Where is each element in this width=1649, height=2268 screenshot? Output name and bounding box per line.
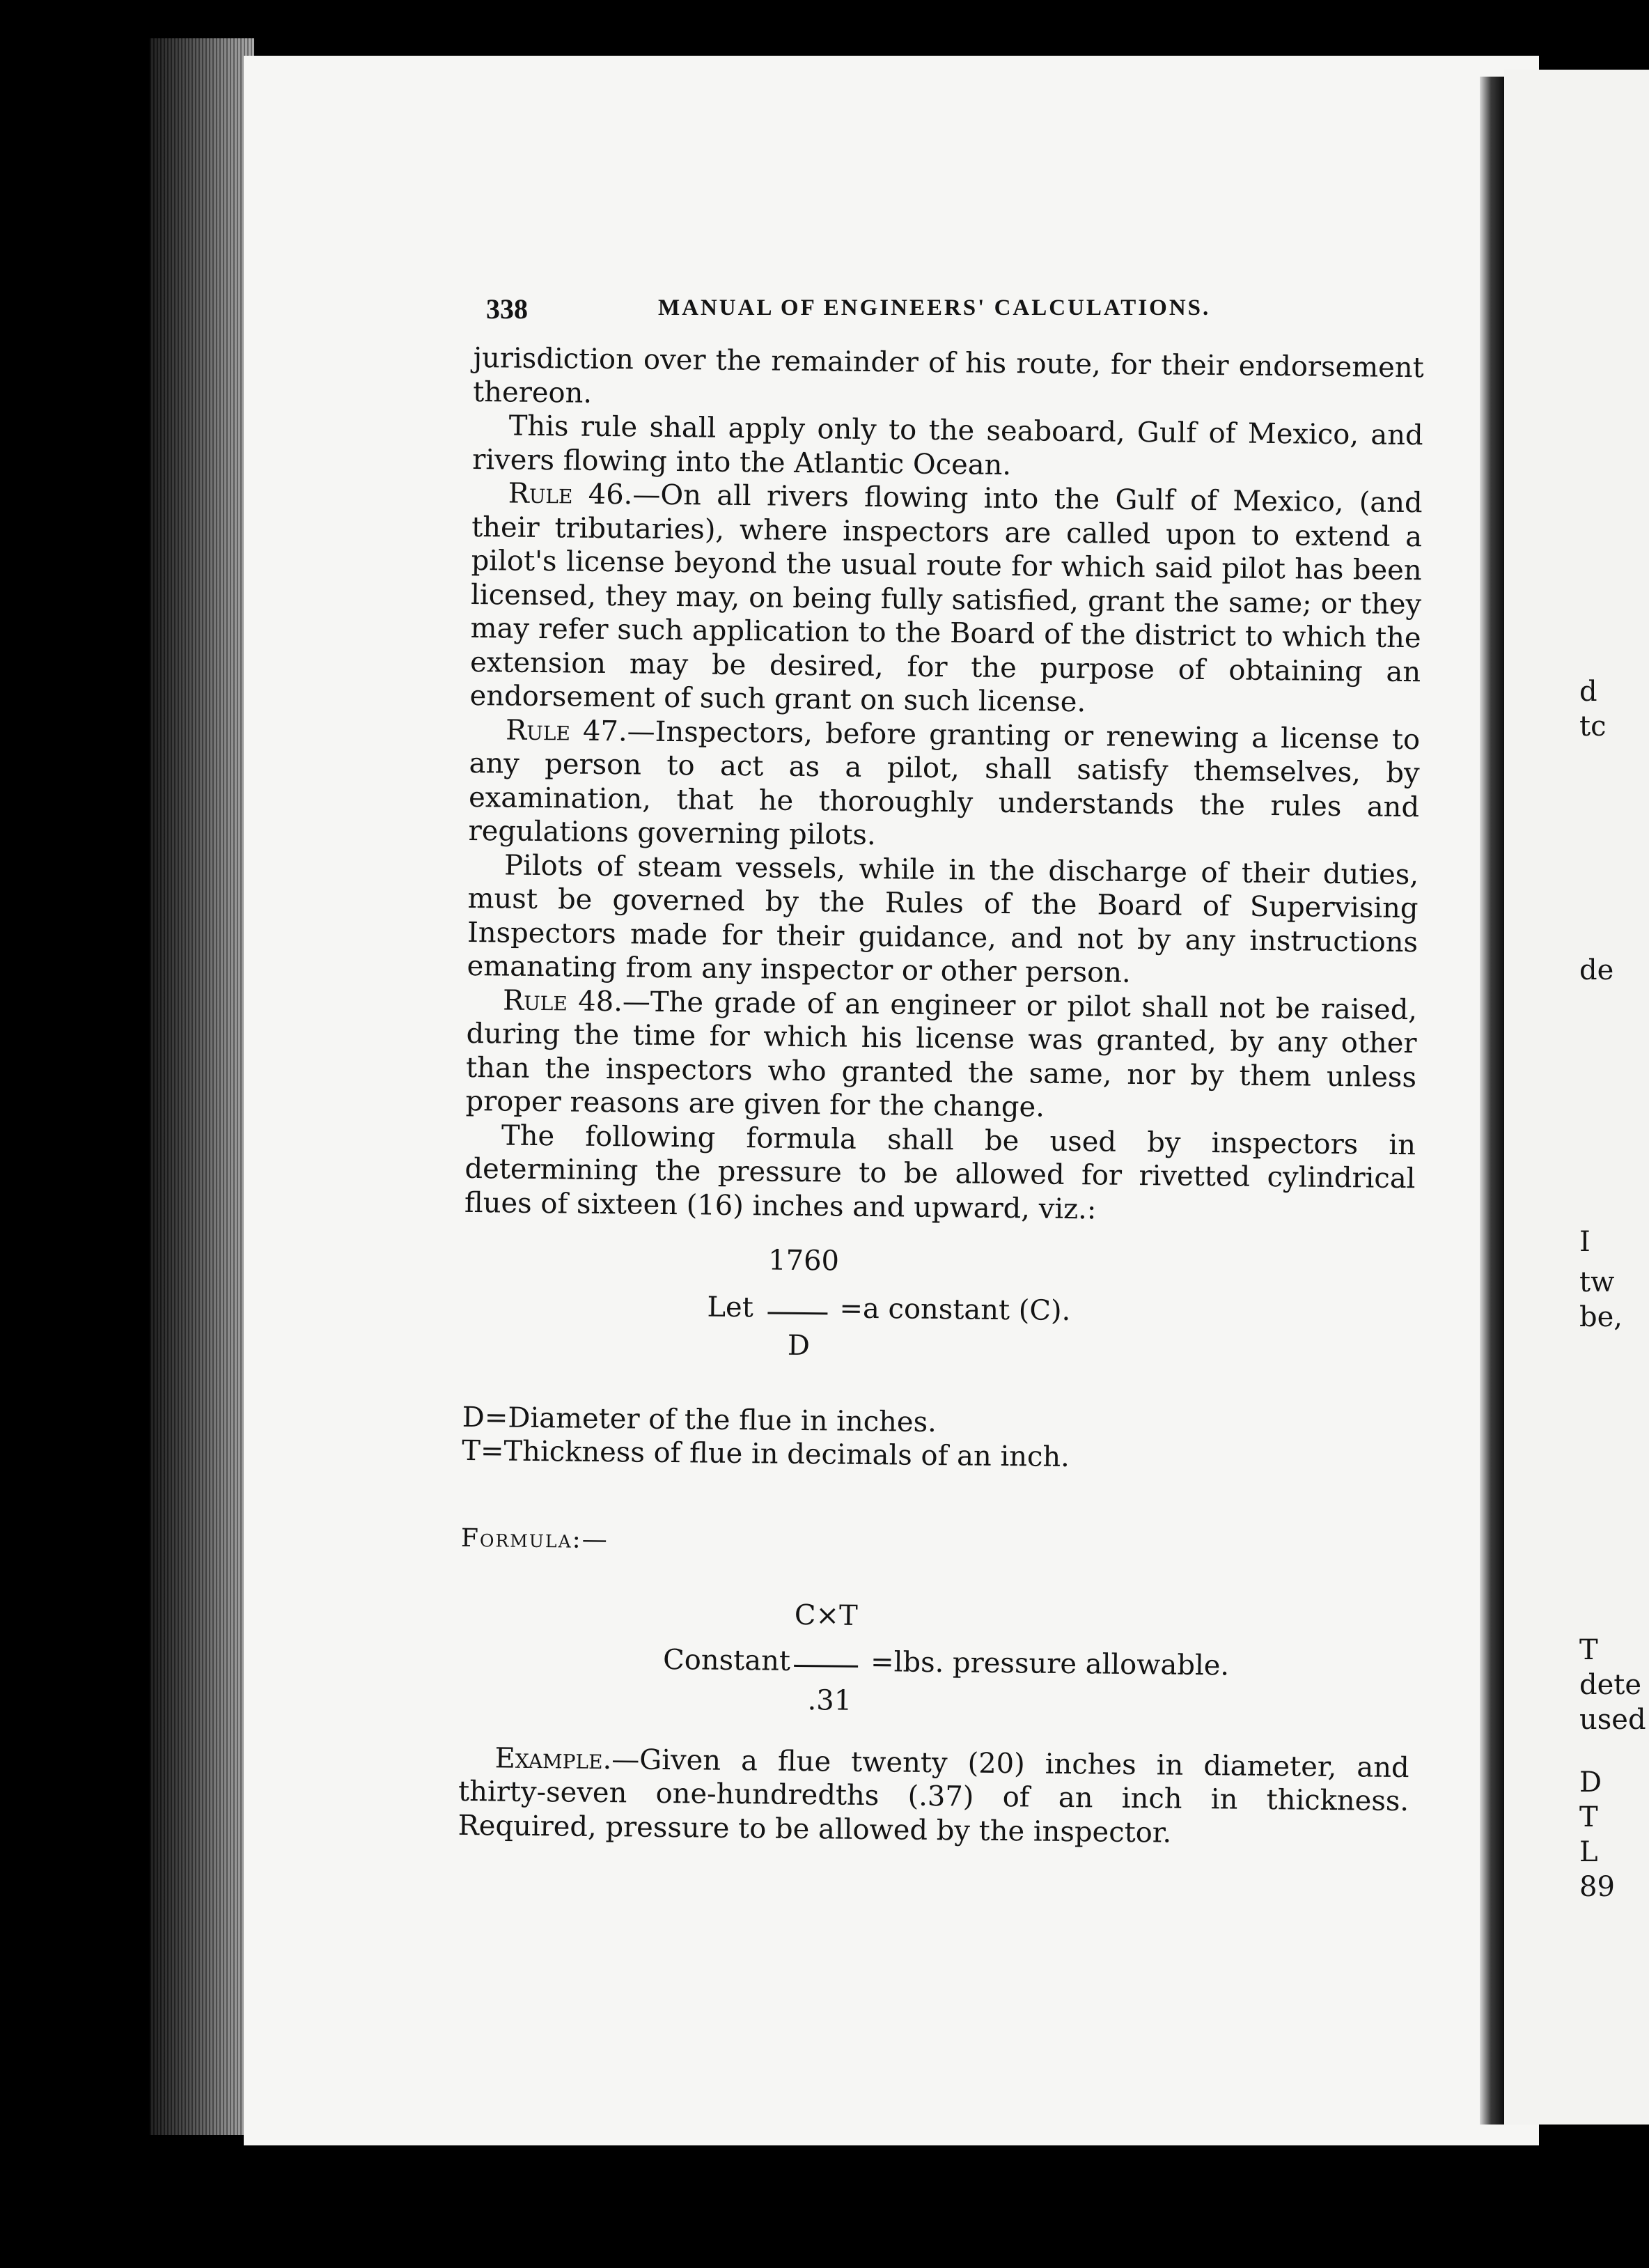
fraction-bar <box>794 1664 858 1667</box>
gutter-shadow <box>1480 77 1505 2125</box>
constant-formula-prefix: Let <box>707 1291 754 1324</box>
formula-label: Formula:— <box>460 1523 609 1555</box>
constant-formula-denominator: D <box>787 1329 811 1362</box>
pressure-formula-denominator: .31 <box>807 1684 852 1717</box>
rule-48-text: —The grade of an engineer or pilot shall not be raised, during the time for which his license was granted, by any other than the inspectors who granted the same, nor by them unless proper reasons are given for the change. <box>465 985 1418 1124</box>
running-head: MANUAL OF ENGINEERS' CALCULATIONS. <box>658 295 1211 320</box>
facing-fragment: D <box>1579 1766 1602 1799</box>
page-number: 338 <box>486 293 528 325</box>
facing-fragment: I <box>1579 1226 1591 1258</box>
facing-fragment: tw <box>1579 1266 1615 1298</box>
example-paragraph <box>458 1741 1409 1852</box>
book-spine-page-edges <box>150 38 254 2135</box>
facing-fragment: used <box>1579 1704 1646 1736</box>
facing-fragment: 89 <box>1579 1871 1615 1903</box>
pressure-formula-suffix: =lbs. pressure allowable. <box>870 1645 1230 1681</box>
rule-48-label: Rule 48. <box>502 984 623 1018</box>
facing-fragment: d <box>1579 676 1597 708</box>
page-header <box>474 293 1424 341</box>
facing-fragment: de <box>1579 954 1614 986</box>
facing-fragment: T <box>1579 1801 1598 1833</box>
facing-fragment: be, <box>1579 1301 1623 1333</box>
definition-thickness: T=Thickness of flue in decimals of an inch. <box>462 1434 1070 1474</box>
facing-page-text-fragments <box>1579 0 1649 2268</box>
example-text: —Given a flue twenty (20) inches in diameter, and thirty-seven one-hundredths (.37) of an inch in thickness. Required, pressure to be allowed by the inspector. <box>458 1743 1409 1849</box>
page-body <box>458 341 1423 1852</box>
pressure-formula-numerator: C×T <box>794 1599 858 1632</box>
fraction-bar <box>767 1312 827 1315</box>
book-page-338 <box>458 293 1424 1849</box>
rule-47-paragraph <box>468 713 1420 857</box>
constant-formula-numerator: 1760 <box>767 1244 840 1277</box>
facing-fragment: T <box>1579 1634 1598 1666</box>
rule-48-paragraph <box>465 983 1417 1128</box>
rule-46-text: —On all rivers flowing into the Gulf of Mexico, (and their tributaries), where inspectors are called upon to extend a pilot's license beyond the usual route for which said pilot has been licensed, they may, on being fully satisfied, grant the same; or they may refer such application to the Board of the district to which the extension may be desired, for the purpose of obtaining an endorsement of such grant on such license. <box>469 479 1423 719</box>
facing-fragment: tc <box>1579 710 1607 743</box>
formula-intro-paragraph: The following formula shall be used by inspectors in determining the pressure to be allowed for rivetted cylindrical flues of sixteen (16) inches and upward, viz.: <box>464 1119 1416 1225</box>
example-label: Example. <box>494 1741 612 1776</box>
paragraph-seaboard-rule: This rule shall apply only to the seaboard, Gulf of Mexico, and rivers flowing into the Atlantic Ocean. <box>471 410 1423 481</box>
rule-46-paragraph <box>469 476 1422 723</box>
rule-47-label: Rule 47. <box>505 714 627 747</box>
facing-fragment: dete <box>1579 1669 1642 1701</box>
constant-formula <box>462 1241 1414 1397</box>
pressure-formula-prefix: Constant <box>662 1643 791 1677</box>
pressure-formula <box>459 1594 1411 1750</box>
rule-46-label: Rule 46. <box>508 477 633 511</box>
rule-47-text: —Inspectors, before granting or renewing a license to any person to act as a pilot, shall satisfy themselves, by examination, that he thoroughly understands the rules and regulations governing pilots. <box>468 715 1421 852</box>
facing-fragment: L <box>1579 1836 1598 1868</box>
variable-definitions <box>462 1401 1413 1477</box>
constant-formula-suffix: =a constant (C). <box>839 1292 1071 1328</box>
definition-diameter: D=Diameter of the flue in inches. <box>462 1401 937 1439</box>
paragraph-continuation: jurisdiction over the remainder of his route, for their endorsement thereon. <box>472 341 1424 410</box>
pilots-paragraph: Pilots of steam vessels, while in the discharge of their duties, must be governed by the Rules of the Board of Supervising Inspectors made for their guidance, and not by any instructions emanating from any inspector or other person. <box>467 849 1419 989</box>
